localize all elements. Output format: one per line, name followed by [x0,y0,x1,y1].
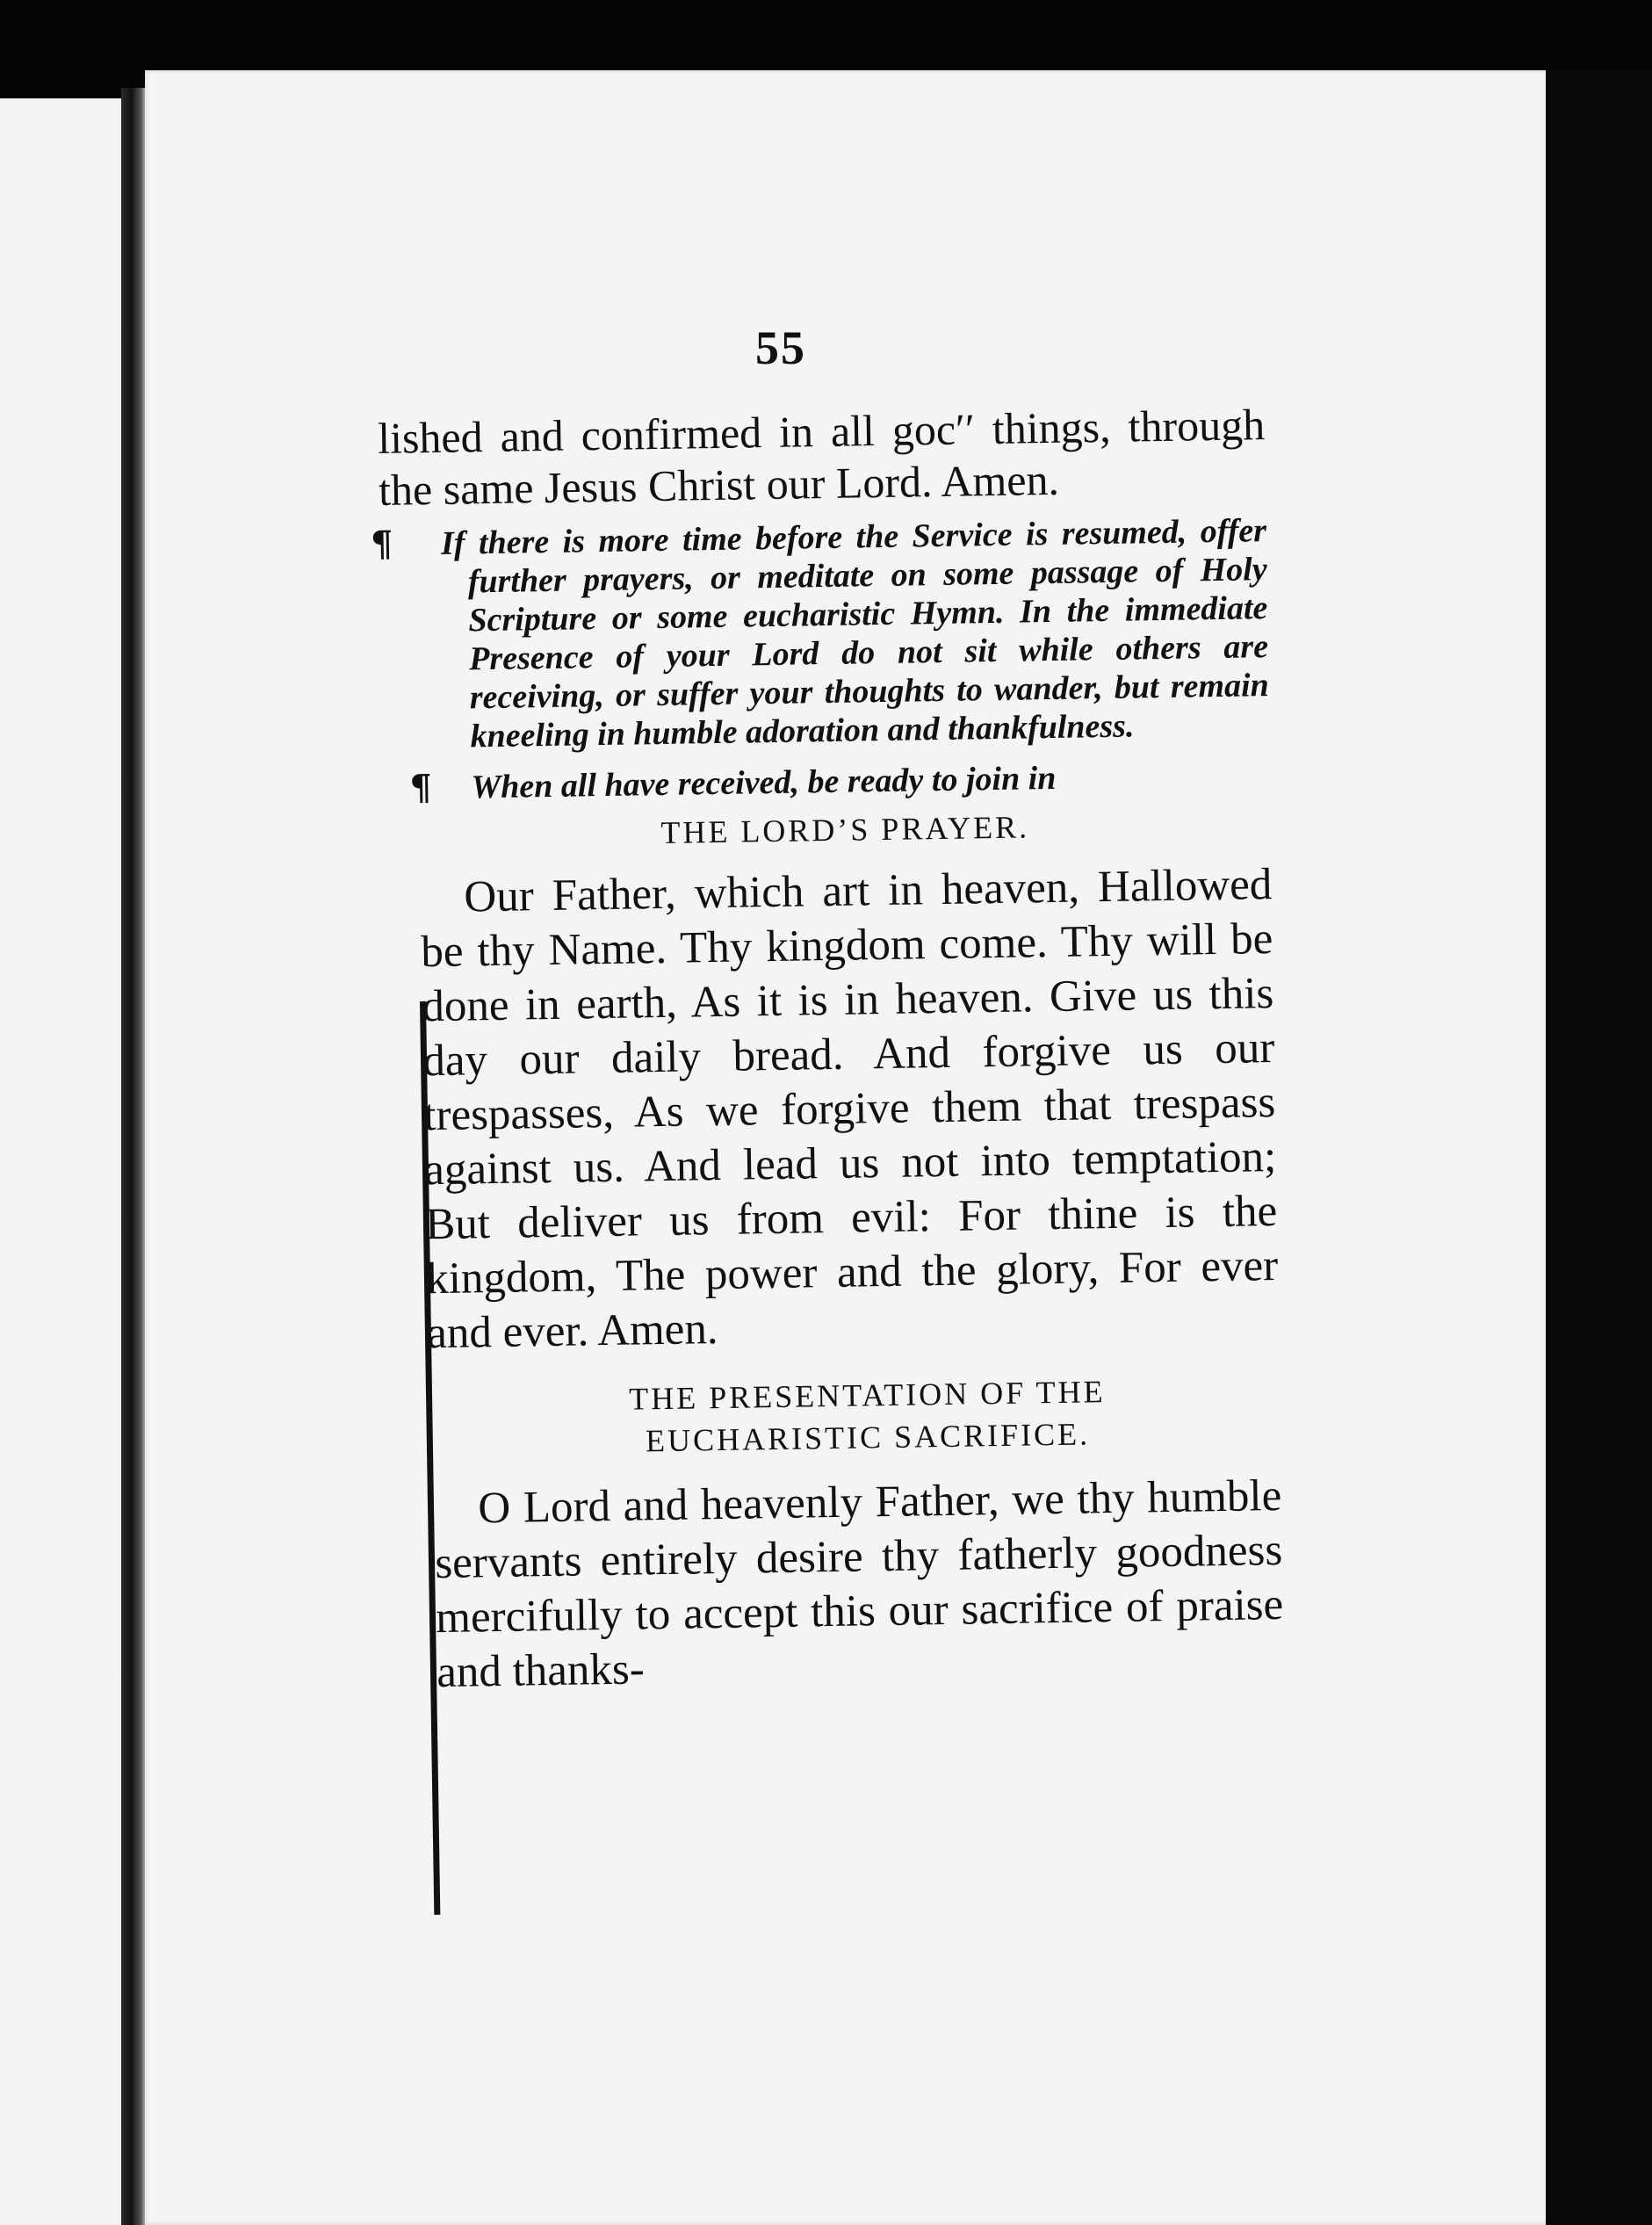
lords-prayer-text: Our Father, which art in heaven, Hallowed be thy Name. Thy kingdom come. Thy will be done in earth, As it is in heaven. Give us this day our daily bread. And forgive us our trespasses, As we forgive them that trespass against us. And lead us not into temptation; But deliver us from evil: For thine is the kingdom, The power and the glory, For ever and ever. Amen. [420,860,1279,1359]
page-number: 55 [755,321,806,374]
pilcrow-mark: ¶ [370,523,393,566]
continuation-paragraph: lished and confirmed in all goc′′ things, through the same Jesus Christ our Lord. Amen. [377,400,1266,515]
page-text [370,302,1285,1701]
presentation-text: O Lord and heavenly Father, we thy humble servants entirely desire thy fatherly goodness mercifully to accept this our sacrifice of praise and thanks- [434,1470,1284,1698]
section-heading-lords-prayer: THE LORD’S PRAYER. [660,809,1030,850]
rubric-block-2 [383,755,1271,808]
section-heading-presentation-1: THE PRESENTATION OF THE [628,1374,1106,1417]
rubric-instruction: When all have received, be ready to join in [471,759,1057,806]
pilcrow-mark: ¶ [409,767,433,809]
rubric-block-1 [370,511,1270,757]
book-gutter [121,88,148,2225]
previous-page-edge [0,98,132,2225]
rubric-instruction: If there is more time before the Service is resumed, offer further prayers, or meditate on some passage of Holy Scripture or some eucharistic Hymn. In the immediate Presence of your Lord do not sit while others are receiving, or suffer your thoughts to wander, but remain kneeling in humble adoration and thankfulness. [440,512,1270,755]
section-heading-presentation-2: EUCHARISTIC SACRIFICE. [645,1416,1091,1459]
page-right-edge [1546,70,1652,2225]
